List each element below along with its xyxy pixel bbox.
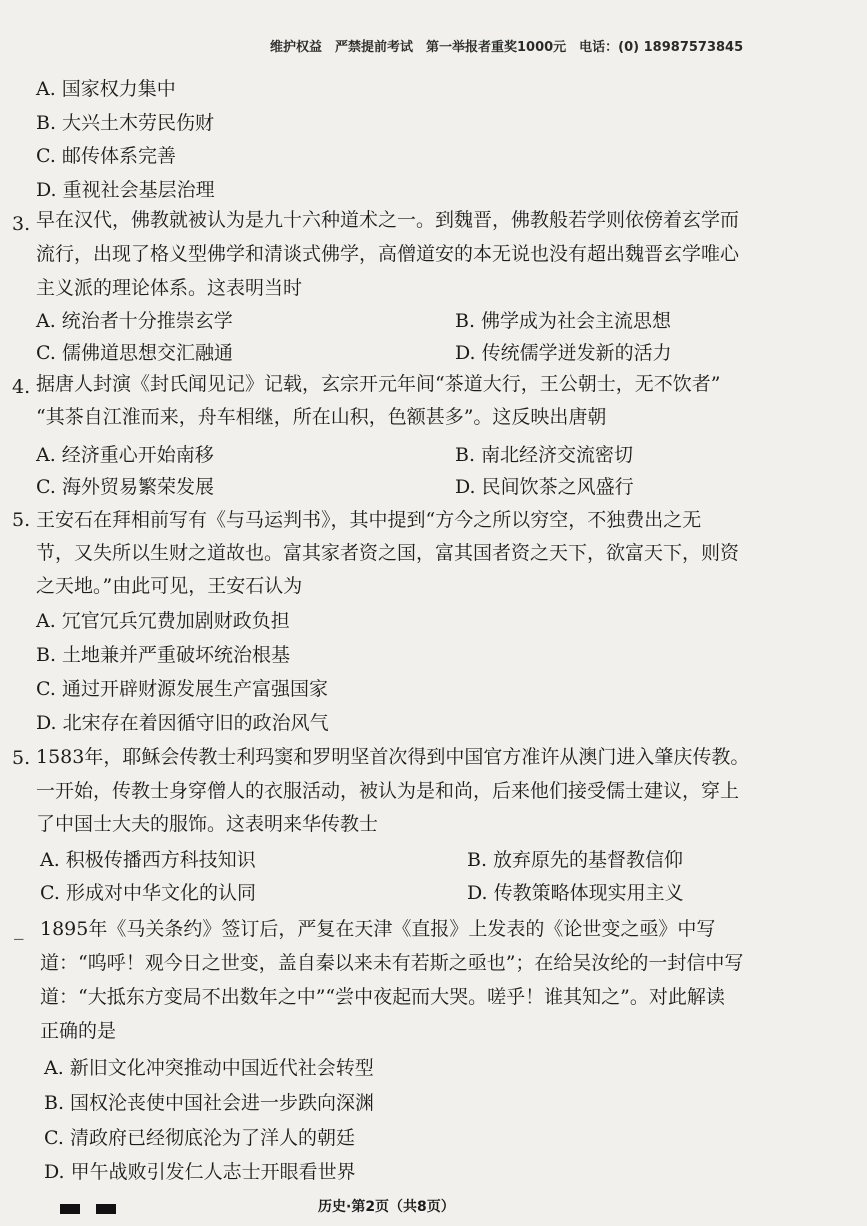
q7-stem-line-2: 道：“呜呼！观今日之世变，盖自秦以来未有若斯之亟也”；在给吴汝纶的一封信中写 (40, 952, 744, 974)
q5-option-c: C. 通过开辟财源发展生产富强国家 (36, 678, 328, 700)
q5-number: 5. (12, 509, 31, 531)
q6-stem-line-3: 了中国士大夫的服饰。这表明来华传教士 (36, 813, 379, 835)
q3-number: 3. (12, 213, 31, 235)
q2-option-a: A. 国家权力集中 (36, 78, 176, 100)
q4-stem-line-1: 据唐人封演《封氏闻见记》记载，玄宗开元年间“茶道大行，王公朝士，无不饮者” (36, 373, 721, 395)
q2-option-c: C. 邮传体系完善 (36, 145, 176, 167)
q2-option-b: B. 大兴土木劳民伤财 (36, 112, 215, 134)
q3-option-b: B. 佛学成为社会主流思想 (455, 310, 672, 332)
q7-stem-line-3: 道：“大抵东方变局不出数年之中”“尝中夜起而大哭。嗟乎！谁其知之”。对此解读 (40, 986, 725, 1008)
q6-option-b: B. 放弃原先的基督教信仰 (467, 849, 684, 871)
q5-option-d: D. 北宋存在着因循守旧的政治风气 (36, 712, 329, 734)
page-number-label: 历史·第2页（共8页） (318, 1199, 455, 1215)
q3-option-c: C. 儒佛道思想交汇融通 (36, 342, 233, 364)
q6-option-c: C. 形成对中华文化的认同 (40, 882, 256, 904)
q4-option-b: B. 南北经济交流密切 (455, 444, 634, 466)
q7-stem-line-1: 1895年《马关条约》签订后，严复在天津《直报》上发表的《论世变之亟》中写 (40, 918, 716, 940)
registration-mark-left (60, 1204, 80, 1214)
q3-stem-line-2: 流行，出现了格义型佛学和清谈式佛学，高僧道安的本无说也没有超出魏晋玄学唯心 (36, 243, 740, 265)
q7-option-a: A. 新旧文化冲突推动中国近代社会转型 (44, 1057, 374, 1079)
q6-option-a: A. 积极传播西方科技知识 (40, 849, 256, 871)
q6-option-d: D. 传教策略体现实用主义 (467, 882, 684, 904)
q3-option-d: D. 传统儒学迸发新的活力 (455, 342, 672, 364)
q7-stem-line-4: 正确的是 (40, 1020, 117, 1042)
q5-stem-line-2: 节，又失所以生财之道故也。富其家者资之国，富其国者资之天下，欲富天下，则资 (36, 542, 740, 564)
q4-option-d: D. 民间饮茶之风盛行 (455, 476, 634, 498)
q6-number: 5. (12, 747, 31, 769)
q6-stem-line-1: 1583年，耶稣会传教士利玛窦和罗明坚首次得到中国官方准许从澳门进入肇庆传教。 (36, 746, 750, 768)
q7-option-d: D. 甲午战败引发仁人志士开眼看世界 (44, 1161, 356, 1183)
registration-mark-right (96, 1204, 116, 1214)
anti-cheating-notice: 维护权益 严禁提前考试 第一举报者重奖1000元 电话：(0) 18987573845 (270, 40, 744, 55)
q4-number: 4. (12, 376, 31, 398)
q3-stem-line-3: 主义派的理论体系。这表明当时 (36, 277, 303, 299)
q7-option-b: B. 国权沦丧使中国社会进一步跌向深渊 (44, 1092, 375, 1114)
q3-option-a: A. 统治者十分推崇玄学 (36, 310, 233, 332)
q7-option-c: C. 清政府已经彻底沦为了洋人的朝廷 (44, 1127, 355, 1149)
q6-stem-line-2: 一开始，传教士身穿僧人的衣服活动，被认为是和尚，后来他们接受儒士建议，穿上 (36, 780, 740, 802)
q3-stem-line-1: 早在汉代，佛教就被认为是九十六种道术之一。到魏晋，佛教般若学则依傍着玄学而 (36, 209, 740, 231)
q5-option-a: A. 冗官冗兵冗费加剧财政负担 (36, 610, 290, 632)
q4-stem-line-2: “其茶自江淮而来，舟车相继，所在山积，色额甚多”。这反映出唐朝 (36, 406, 607, 428)
q2-option-d: D. 重视社会基层治理 (36, 179, 215, 201)
q5-stem-line-1: 王安石在拜相前写有《与马运判书》，其中提到“方今之所以穷空，不独费出之无 (36, 509, 702, 531)
q7-number: _ (14, 918, 24, 940)
q5-stem-line-3: 之天地。”由此可见，王安石认为 (36, 575, 303, 597)
q5-option-b: B. 土地兼并严重破坏统治根基 (36, 644, 291, 666)
q4-option-c: C. 海外贸易繁荣发展 (36, 476, 214, 498)
q4-option-a: A. 经济重心开始南移 (36, 444, 214, 466)
